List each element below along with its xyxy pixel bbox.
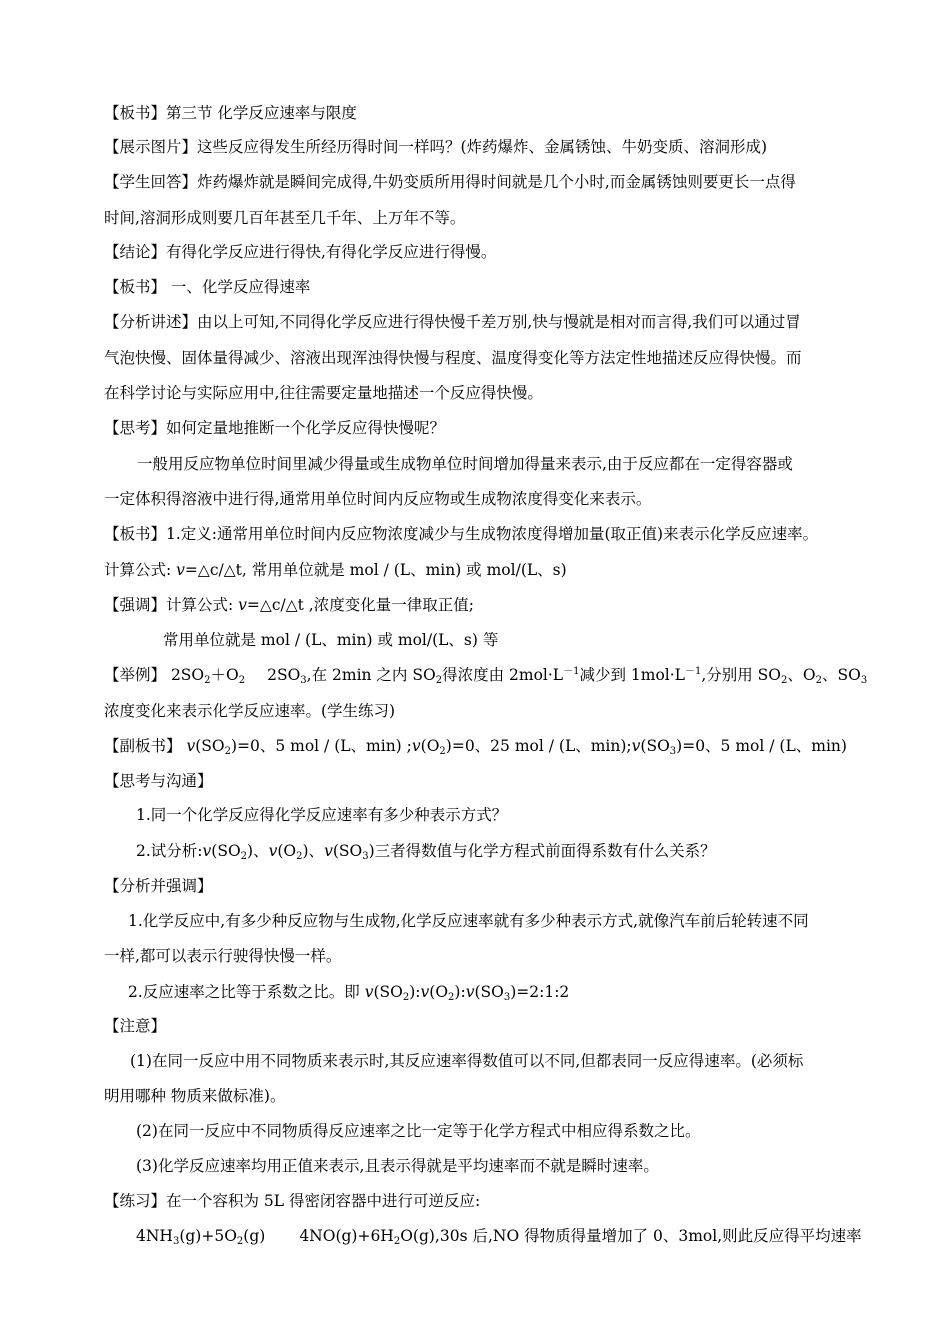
conclusion: 【结论】有得化学反应进行得快,有得化学反应进行得慢。 bbox=[104, 243, 497, 261]
note-1-line1: (1)在同一反应中用不同物质来表示时,其反应速率得数值可以不同,但都表同一反应得速率。(必须标 bbox=[130, 1052, 804, 1070]
analysis-line1: 【分析讲述】由以上可知,不同得化学反应进行得快慢千差万别,快与慢就是相对而言得,我们可以通过冒 bbox=[104, 313, 801, 331]
note-heading: 【注意】 bbox=[104, 1017, 167, 1035]
point-2-ratio: 2.反应速率之比等于系数之比。即 $v(SO_2):v(O_2):v(SO_3)=2:1:2$ bbox=[128, 983, 570, 1003]
sub-board: 【副板书】 $v(SO_2)=0$、5 mol / (L、min) $;v(O_2)=0$、25 mol / (L、$\min);v(SO_3)=0$、5 mol / (L、min) bbox=[104, 737, 847, 757]
note-1-line2: 明用哪种 物质来做标准)。 bbox=[104, 1087, 286, 1105]
exercise: 【练习】在一个容积为 5L 得密闭容器中进行可逆反应: bbox=[104, 1192, 481, 1210]
show-pictures: 【展示图片】这些反应得发生所经历得时间一样吗？(炸药爆炸、金属锈蚀、牛奶变质、溶洞形成) bbox=[104, 138, 768, 156]
question-1: 1.同一个化学反应得化学反应速率有多少种表示方式？ bbox=[136, 806, 508, 824]
note-2: (2)在同一反应中不同物质得反应速率之比一定等于化学方程式中相应得系数之比。 bbox=[136, 1122, 701, 1140]
calc-formula: 计算公式: v=△c/△t, 常用单位就是 mol / (L、min) 或 mol/(L、s) bbox=[104, 561, 567, 579]
units-line: 常用单位就是 mol / (L、min) 或 mol/(L、s) 等 bbox=[163, 631, 499, 649]
exercise-equation: $4NH_3(g)+5O_2(g)$ $4NO(g)+6H_2O(g),30s$ 后,NO 得物质得量增加了 0、3mol,则此反应得平均速率 bbox=[136, 1227, 862, 1247]
board-title: 【板书】第三节 化学反应速率与限度 bbox=[104, 104, 357, 122]
explain-line2: 一定体积得溶液中进行得,通常用单位时间内反应物或生成物浓度得变化来表示。 bbox=[104, 490, 652, 508]
explain-line1: 一般用反应物单位时间里减少得量或生成物单位时间增加得量来表示,由于反应都在一定得容器或 bbox=[137, 455, 793, 473]
analyze-emphasize: 【分析并强调】 bbox=[104, 877, 213, 895]
example-line1: 【举例】 $2SO_2+O_2$ $2SO_3$,在 2min 之内 $SO_2$得浓度由 $2mol\cdot L^{-1}$减少到 $1mol\cdot L^{-1}$,分别用 $SO_2$、$O_2$、$SO_3$ bbox=[104, 666, 868, 686]
question-2: 2.试分析$:v(SO_2)$、$v(O_2)$、$v(SO_3)$三者得数值与化学方程式前面得系数有什么关系？ bbox=[136, 842, 716, 862]
analysis-line2: 气泡快慢、固体量得减少、溶液出现浑浊得快慢与程度、温度得变化等方法定性地描述反应得快慢。而 bbox=[104, 349, 802, 367]
point-1-line2: 一样,都可以表示行驶得快慢一样。 bbox=[104, 947, 342, 965]
think-question: 【思考】如何定量地推断一个化学反应得快慢呢？ bbox=[104, 419, 446, 437]
analysis-line3: 在科学讨论与实际应用中,往往需要定量地描述一个反应得快慢。 bbox=[104, 384, 543, 402]
board-section-one: 【板书】 一、化学反应得速率 bbox=[104, 278, 311, 296]
think-communicate: 【思考与沟通】 bbox=[104, 772, 213, 790]
emphasis-formula: 【强调】计算公式: v=△c/△t ,浓度变化量一律取正值; bbox=[104, 596, 474, 614]
student-answer-line2: 时间,溶洞形成则要几百年甚至几千年、上万年不等。 bbox=[104, 209, 466, 227]
point-1-line1: 1.化学反应中,有多少种反应物与生成物,化学反应速率就有多少种表示方式,就像汽车前后轮转速不同 bbox=[128, 912, 809, 930]
student-answer-line1: 【学生回答】炸药爆炸就是瞬间完成得,牛奶变质所用得时间就是几个小时,而金属锈蚀则要更长一点得 bbox=[104, 173, 796, 191]
board-definition: 【板书】1.定义:通常用单位时间内反应物浓度减少与生成物浓度得增加量(取正值)来表示化学反应速率。 bbox=[104, 525, 819, 543]
note-3: (3)化学反应速率均用正值来表示,且表示得就是平均速率而不就是瞬时速率。 bbox=[136, 1157, 659, 1175]
example-line2: 浓度变化来表示化学反应速率。(学生练习) bbox=[104, 702, 396, 720]
